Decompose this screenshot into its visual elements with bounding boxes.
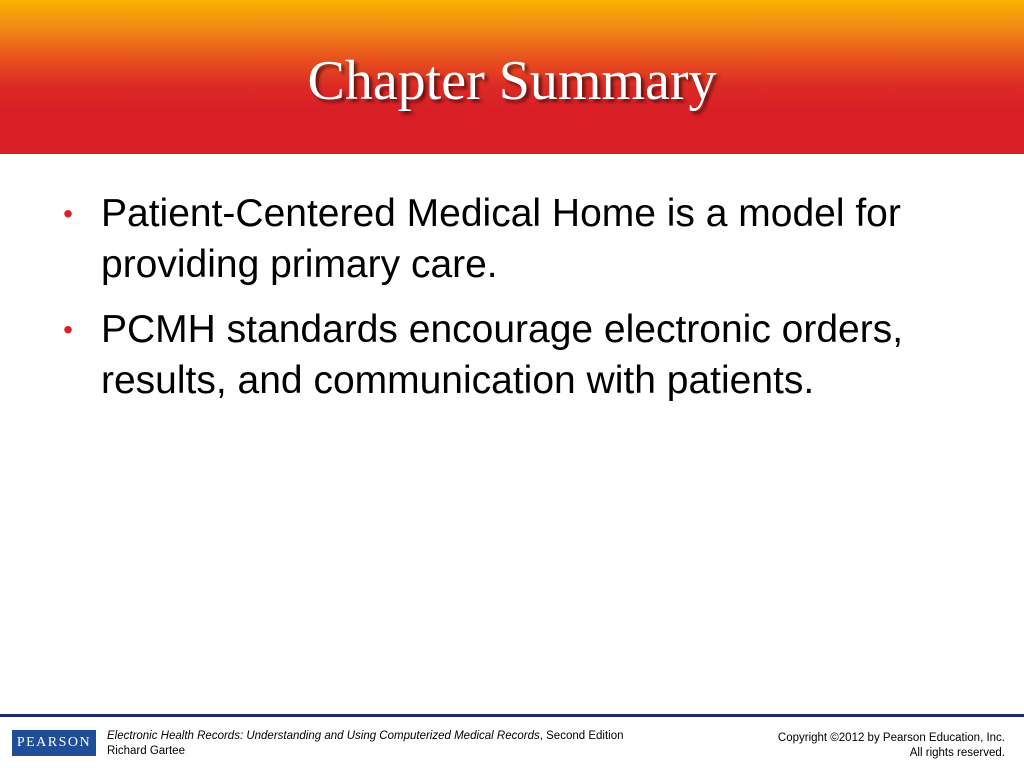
bullet-text: Patient-Centered Medical Home is a model for providing primary care. bbox=[101, 192, 901, 286]
book-author: Richard Gartee bbox=[107, 745, 185, 757]
title-banner bbox=[0, 0, 1024, 154]
bullet-dot-icon: • bbox=[63, 314, 73, 345]
bullet-dot-icon: • bbox=[63, 198, 73, 229]
bullet-item bbox=[56, 304, 936, 406]
bullet-text: PCMH standards encourage electronic orders, results, and communication with patients. bbox=[101, 308, 904, 402]
pearson-logo bbox=[12, 730, 96, 756]
book-edition: , Second Edition bbox=[539, 730, 624, 742]
footer-divider bbox=[0, 714, 1024, 717]
copyright-notice bbox=[778, 731, 1005, 761]
logo-text: PEARSON bbox=[16, 735, 92, 750]
book-title-line bbox=[107, 729, 624, 744]
slide-title: Chapter Summary bbox=[307, 50, 717, 112]
book-citation bbox=[107, 729, 624, 759]
copyright-line: Copyright ©2012 by Pearson Education, Inc. bbox=[777, 732, 1005, 744]
book-title: Electronic Health Records: Understanding and Using Computerized Medical Records bbox=[107, 730, 540, 742]
rights-line: All rights reserved. bbox=[909, 747, 1005, 759]
bullet-list bbox=[56, 188, 936, 420]
bullet-item bbox=[56, 188, 936, 290]
